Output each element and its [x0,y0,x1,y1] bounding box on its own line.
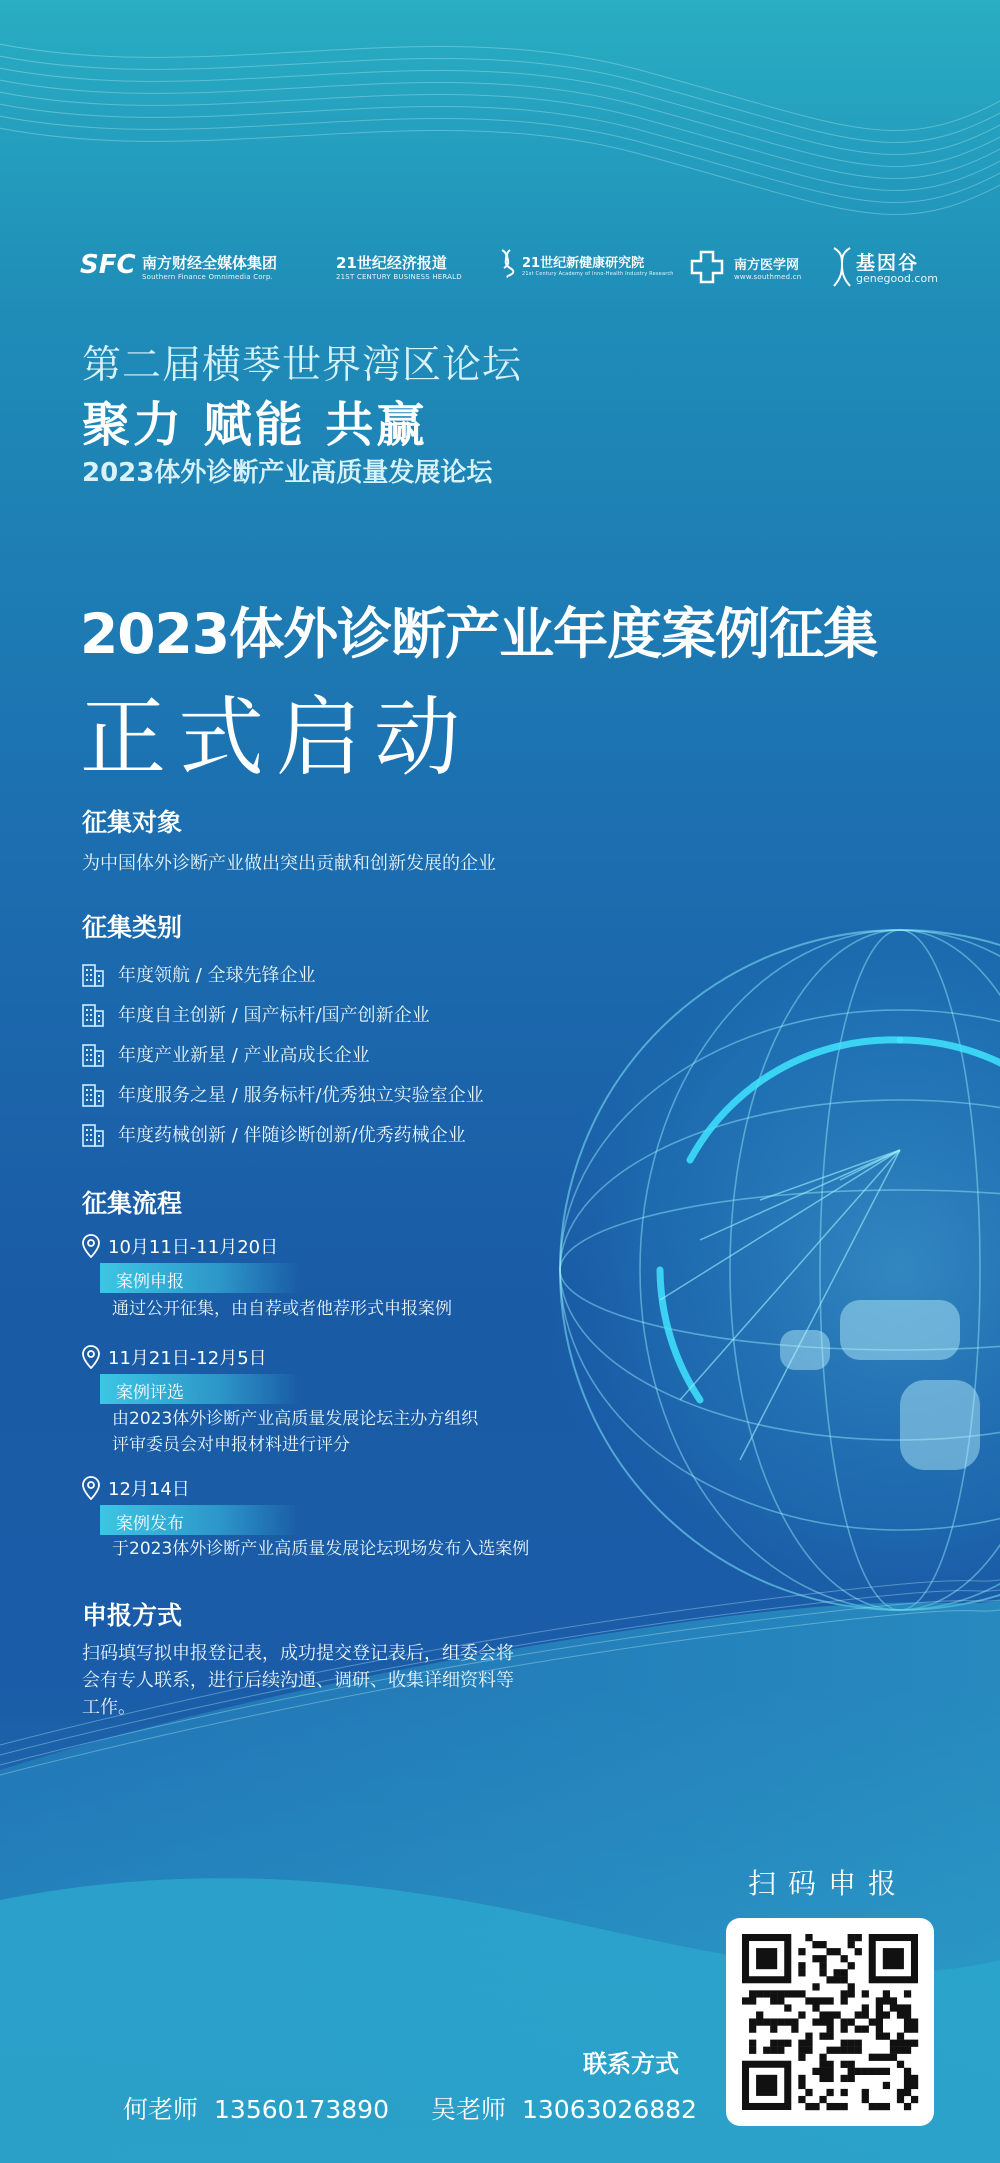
southmed-sub: www.southmed.cn [734,273,802,281]
location-pin-icon [82,1234,100,1258]
forum-subtitle: 2023体外诊断产业高质量发展论坛 [82,458,493,488]
building-icon [82,1041,104,1067]
location-pin-icon [82,1345,100,1369]
step-date-row [82,1343,267,1371]
step-date-row [82,1474,190,1502]
scan-label: 扫码申报 [748,1867,909,1900]
top-wave-lines [0,40,1000,214]
step-date: 12月14日 [108,1479,190,1500]
slogan: 聚力 赋能 共赢 [82,397,428,453]
category-label: 年度产业新星 / 产业高成长企业 [118,1045,370,1066]
category-item [82,1080,484,1108]
category-item [82,1000,430,1028]
herald-sub: 21ST CENTURY BUSINESS HERALD [336,273,462,281]
step-badge [100,1374,300,1404]
step-description-line: 由2023体外诊断产业高质量发展论坛主办方组织 [112,1409,479,1429]
step-badge-label: 案例发布 [116,1514,184,1534]
step-date: 11月21日-12月5日 [108,1348,267,1369]
genegood-sub: genegood.com [856,272,938,285]
step-description-line: 通过公开征集，由自荐或者他荐形式申报案例 [112,1299,452,1319]
headline: 2023体外诊断产业年度案例征集 [80,602,878,666]
process-title: 征集流程 [82,1189,183,1218]
target-title: 征集对象 [82,808,183,837]
qr-code-pattern [726,1918,934,2126]
academy-emblem-icon [496,248,518,278]
contact-name-2: 吴老师 [430,2095,506,2124]
building-icon [82,1081,104,1107]
step-badge-label: 案例评选 [116,1383,184,1403]
categories-title: 征集类别 [82,913,183,942]
academy-name: 21世纪新健康研究院 [522,256,645,271]
dna-icon [830,246,854,288]
contact-name-1: 何老师 [123,2095,199,2124]
step-description [112,1296,452,1322]
category-item [82,960,316,988]
herald-name: 21世纪经济报道 [336,254,447,272]
sfc-sub: Southern Finance Omnimedia Corp. [142,273,273,281]
method-text: 扫码填写拟申报登记表，成功提交登记表后，组委会将 会有专人联系，进行后续沟通、调研、收集详细资料等 工作。 [82,1643,514,1718]
step-description-line: 于2023体外诊断产业高质量发展论坛现场发布入选案例 [112,1539,530,1559]
academy-sub: 21st Century Academy of Inno-Health Industry Research [522,271,674,277]
medical-cross-icon [688,248,726,286]
contact-line [123,2090,713,2126]
category-label: 年度自主创新 / 国产标杆/国产创新企业 [118,1005,430,1026]
step-badge [100,1505,300,1535]
building-icon [82,1121,104,1147]
launch-title: 正式启动 [80,688,472,788]
genegood-name: 基因谷 [856,252,920,274]
step-date-row [82,1232,278,1260]
step-badge-label: 案例申报 [116,1272,184,1292]
category-label: 年度服务之星 / 服务标杆/优秀独立实验室企业 [118,1085,484,1106]
category-label: 年度领航 / 全球先锋企业 [118,965,316,986]
category-item [82,1040,370,1068]
step-date: 10月11日-11月20日 [108,1237,279,1258]
step-description [112,1406,478,1458]
step-description-line: 评审委员会对申报材料进行评分 [112,1435,350,1455]
method-title: 申报方式 [82,1601,183,1630]
southmed-name: 南方医学网 [734,258,800,273]
step-description [112,1536,529,1562]
forum-title: 第二届横琴世界湾区论坛 [82,343,523,388]
location-pin-icon [82,1476,100,1500]
category-item [82,1120,466,1148]
globe-illustration [530,900,1000,1640]
contact-title: 联系方式 [583,2050,679,2078]
building-icon [82,961,104,987]
contact-phone-2[interactable]: 13063026882 [522,2095,697,2124]
contact-phone-1[interactable]: 13560173890 [214,2095,389,2124]
category-label: 年度药械创新 / 伴随诊断创新/优秀药械企业 [118,1125,466,1146]
sfc-name: 南方财经全媒体集团 [142,254,278,272]
qr-code-icon[interactable] [726,1918,934,2126]
target-text: 为中国体外诊断产业做出突出贡献和创新发展的企业 [82,853,496,874]
sfc-mark: SFC [80,250,136,280]
building-icon [82,1001,104,1027]
step-badge [100,1263,300,1293]
